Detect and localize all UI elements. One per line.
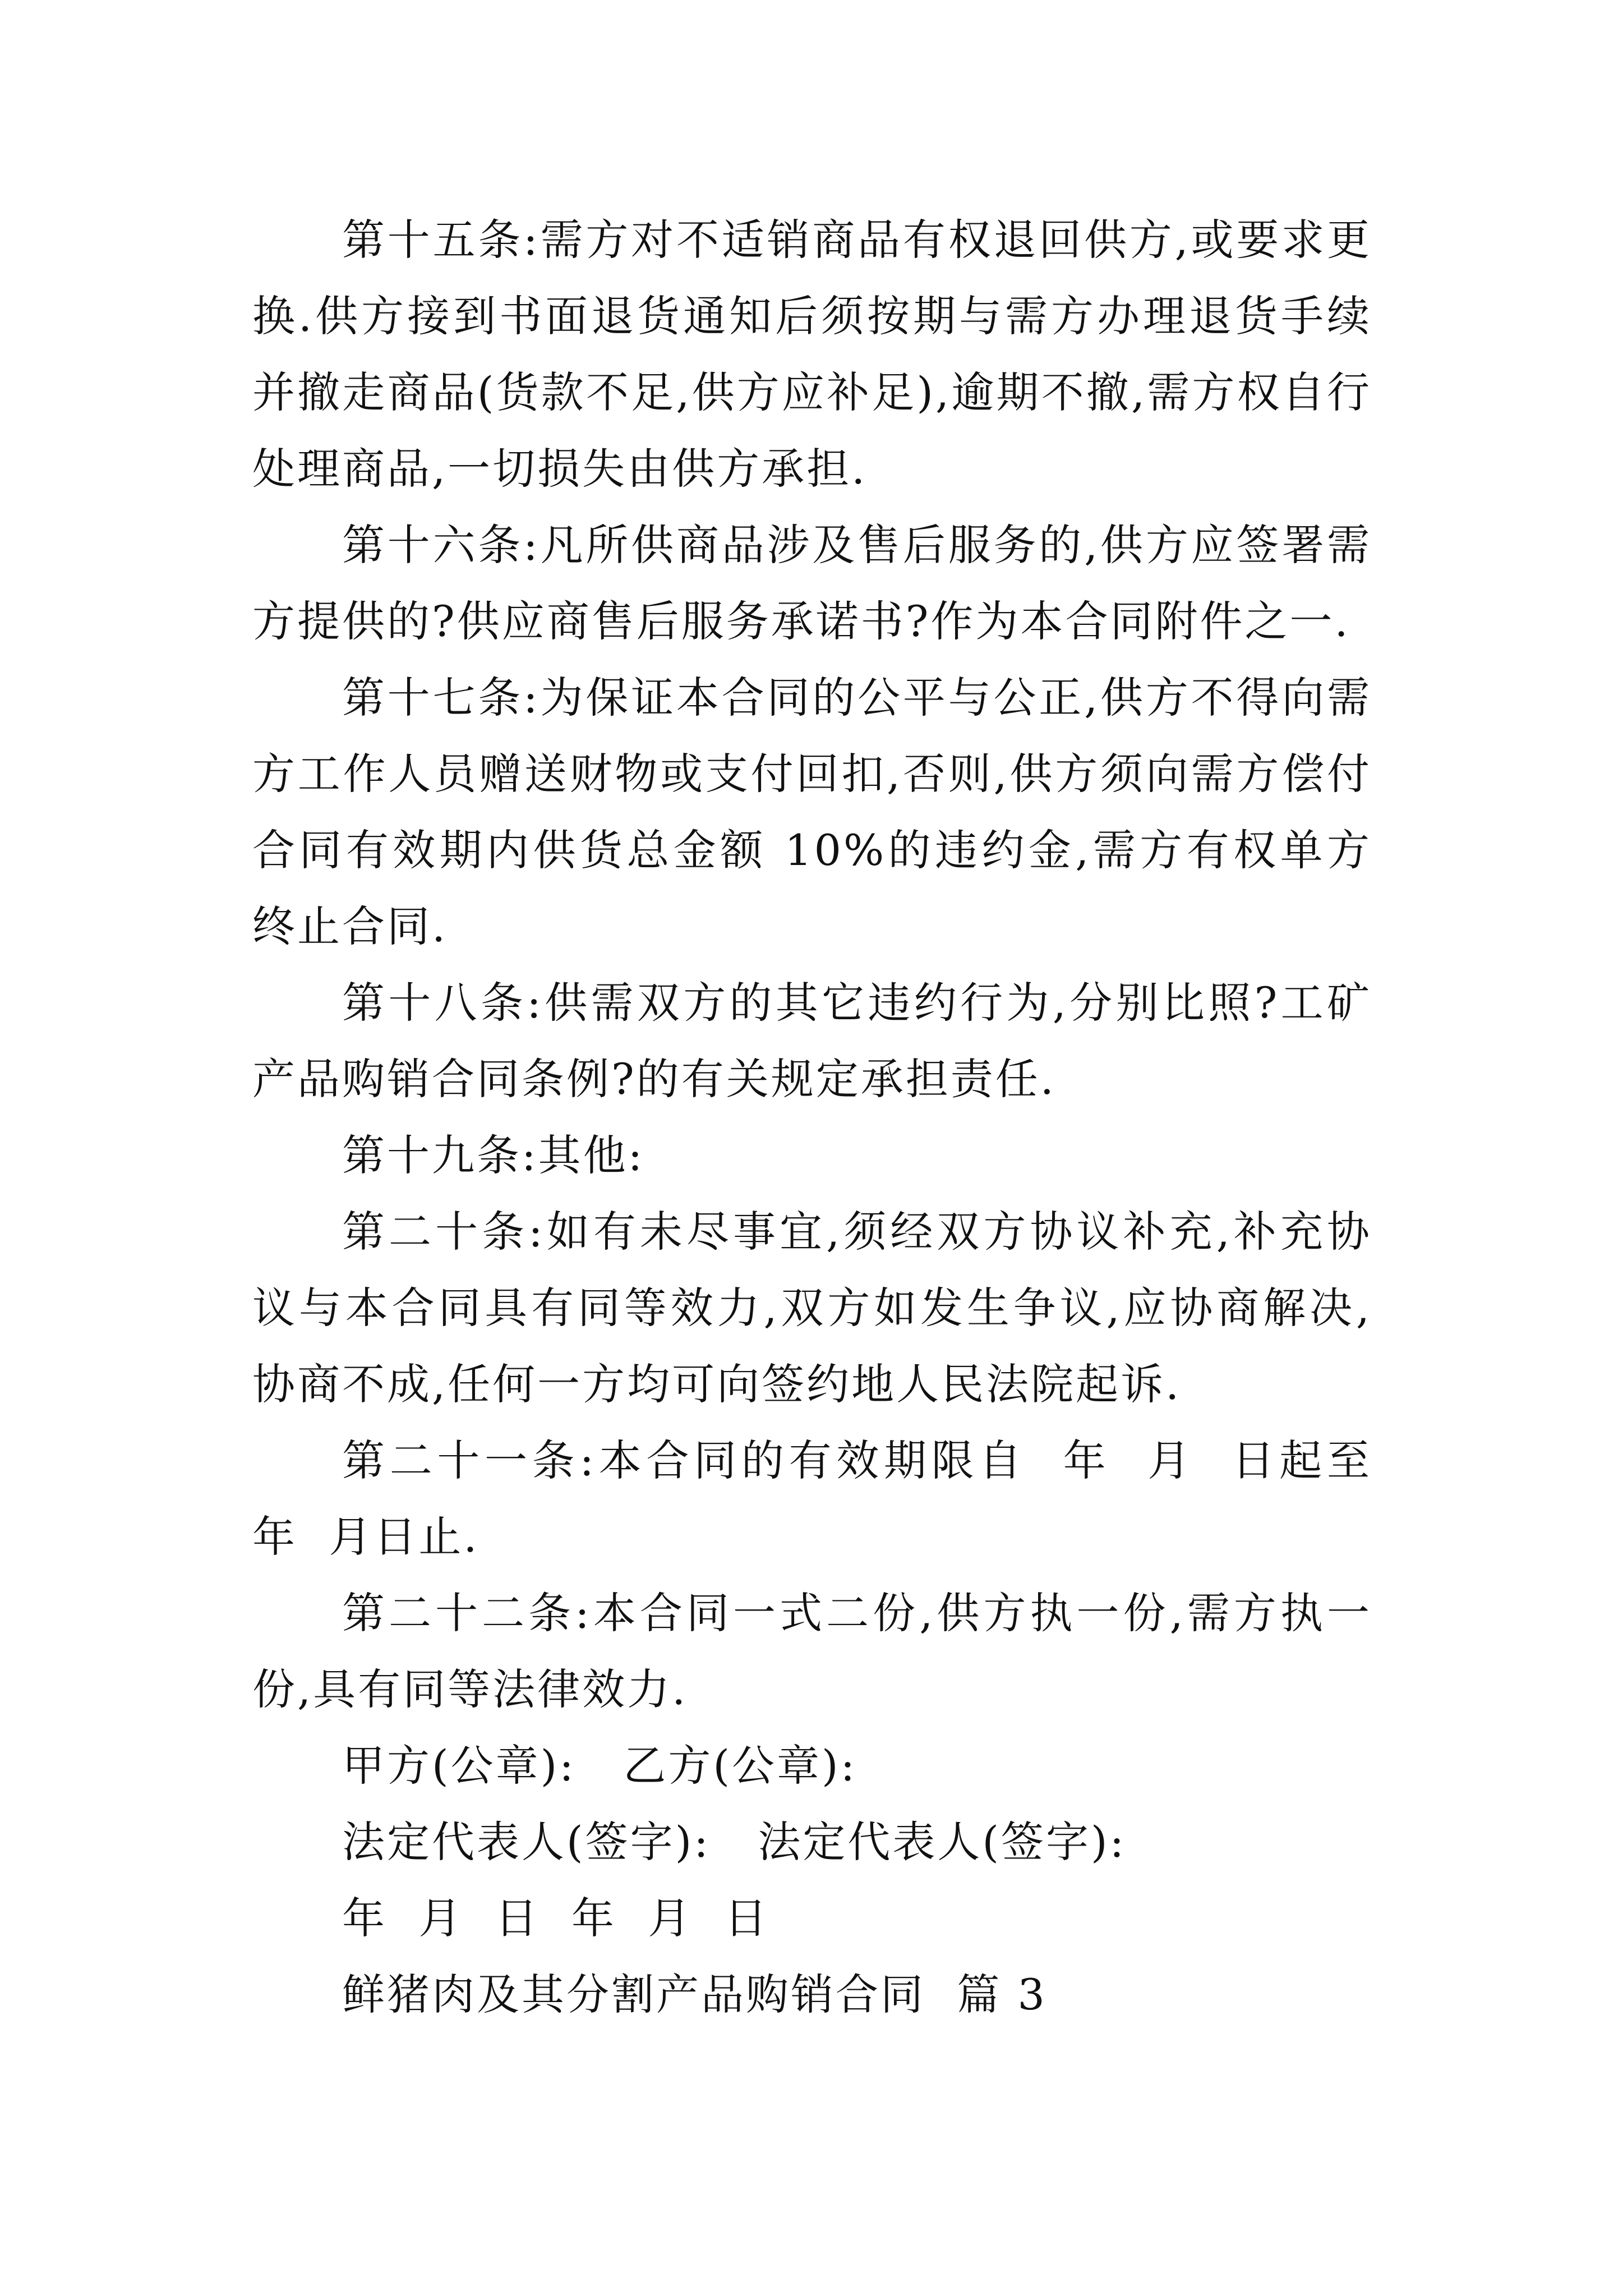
next-section-heading: 鲜猪肉及其分割产品购销合同 篇 3	[342, 1970, 1047, 2019]
article-19: 第十九条:其他:	[342, 1130, 645, 1180]
article-15: 第十五条:需方对不适销商品有权退回供方,或要求更换.供方接到书面退货通知后须按期与需方办理退货手续并撤走商品(货款不足,供方应补足),逾期不撤,需方权自行处理商品,一切损失由供方承担.	[252, 215, 1372, 494]
article-18: 第十八条:供需双方的其它违约行为,分别比照?工矿产品购销合同条例?的有关规定承担责任.	[252, 978, 1372, 1104]
article-17: 第十七条:为保证本合同的公平与公正,供方不得向需方工作人员赠送财物或支付回扣,否则,供方须向需方偿付合同有效期内供货总金额 10%的违约金,需方有权单方终止合同.	[252, 673, 1372, 951]
article-22: 第二十二条:本合同一式二份,供方执一份,需方执一份,具有同等法律效力.	[252, 1588, 1372, 1714]
document-body	[252, 202, 1404, 2033]
article-20: 第二十条:如有未尽事宜,须经双方协议补充,补充协议与本合同具有同等效力,双方如发生争议,应协商解决,协商不成,任何一方均可向签约地人民法院起诉.	[252, 1207, 1372, 1409]
article-21: 第二十一条:本合同的有效期限自 年 月 日起至 年 月日止.	[252, 1435, 1404, 1562]
date-line: 年 月 日 年 月 日	[342, 1893, 769, 1943]
seal-line: 甲方(公章): 乙方(公章):	[342, 1741, 857, 1791]
representative-signature-line: 法定代表人(签字): 法定代表人(签字):	[342, 1817, 1127, 1867]
article-16: 第十六条:凡所供商品涉及售后服务的,供方应签署需方提供的?供应商售后服务承诺书?作为本合同附件之一.	[252, 520, 1372, 646]
